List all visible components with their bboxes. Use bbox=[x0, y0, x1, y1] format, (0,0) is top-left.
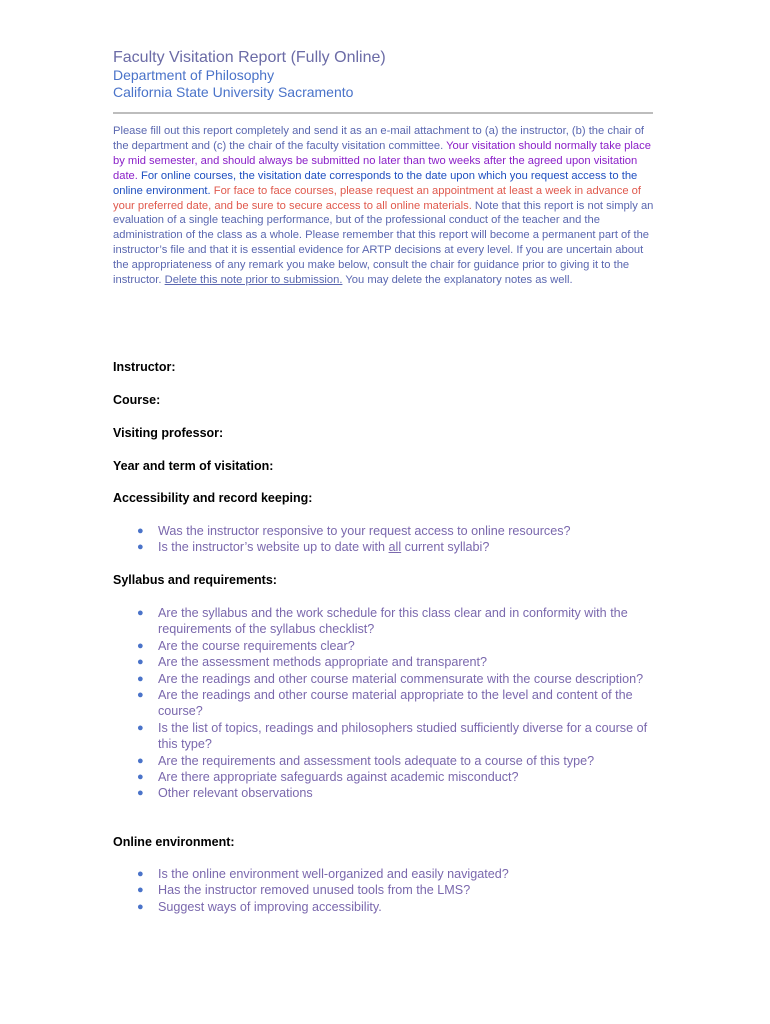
bullet-icon: ● bbox=[137, 771, 144, 784]
bullet-icon: ● bbox=[137, 721, 144, 734]
instructor-label: Instructor: bbox=[113, 360, 176, 374]
notes-online-courses: For online courses, the visitation date corresponds to the date upon which you request access to the online environment. bbox=[113, 169, 638, 197]
syllabus-questions bbox=[113, 605, 653, 802]
list-item: ● Suggest ways of improving accessibility. bbox=[137, 899, 382, 914]
department-name: Department of Philosophy bbox=[113, 67, 275, 83]
university-name: California State University Sacramento bbox=[113, 84, 354, 100]
notes-face-to-face: For face to face courses, please request an appointment at least a week in advance of your preferred date, and be sure to secure access to all online materials. bbox=[113, 184, 641, 212]
online-environment-questions bbox=[113, 866, 653, 915]
list-item: ● Are the readings and other course material appropriate to the level and content of the course? bbox=[137, 688, 633, 719]
list-item: ● Are the requirements and assessment tools adequate to a course of this type? bbox=[137, 753, 595, 768]
list-item: ● Is the instructor’s website up to date with all current syllabi? bbox=[137, 540, 490, 555]
list-item: ● Was the instructor responsive to your request access to online resources? bbox=[137, 524, 571, 538]
online-environment-heading: Online environment: bbox=[113, 835, 235, 849]
list-item: ● Are the syllabus and the work schedule for this class clear and in conformity with the requirements of the syllabus checklist? bbox=[137, 606, 628, 637]
report-page bbox=[113, 48, 658, 288]
bullet-icon: ● bbox=[137, 868, 144, 880]
explanatory-notes bbox=[113, 124, 658, 288]
list-item: ● Is the list of topics, readings and philosophers studied sufficiently diverse for a course of this type? bbox=[137, 720, 648, 752]
list-item: ● Are there appropriate safeguards against academic misconduct? bbox=[137, 770, 519, 785]
bullet-icon: ● bbox=[137, 884, 144, 897]
bullet-icon: ● bbox=[137, 656, 144, 669]
bullet-icon: ● bbox=[137, 541, 144, 554]
course-label: Course: bbox=[113, 393, 161, 407]
bullet-icon: ● bbox=[137, 525, 144, 537]
syllabus-heading: Syllabus and requirements: bbox=[113, 573, 277, 587]
list-item: ● Are the course requirements clear? bbox=[137, 638, 355, 653]
accessibility-heading: Accessibility and record keeping: bbox=[113, 491, 313, 505]
accessibility-questions bbox=[113, 523, 653, 556]
bullet-icon: ● bbox=[137, 754, 144, 767]
underlined-all: all bbox=[388, 540, 402, 555]
bullet-icon: ● bbox=[137, 689, 144, 702]
list-item: ● Are the assessment methods appropriate and transparent? bbox=[137, 655, 488, 670]
horizontal-divider bbox=[113, 112, 653, 114]
list-item: ● Other relevant observations bbox=[137, 786, 313, 801]
list-item: ● Are the readings and other course material commensurate with the course description? bbox=[137, 671, 644, 686]
year-term-label: Year and term of visitation: bbox=[113, 459, 274, 473]
notes-visitation-deadline: Your visitation should normally take place by mid semester, and should always be submitted no later than two weeks after the agreed upon visitation date. bbox=[113, 139, 651, 182]
report-title: Faculty Visitation Report (Fully Online) bbox=[113, 49, 386, 66]
visiting-professor-label: Visiting professor: bbox=[113, 426, 224, 440]
bullet-icon: ● bbox=[137, 607, 144, 619]
list-item: ● Has the instructor removed unused tools from the LMS? bbox=[137, 883, 471, 898]
bullet-icon: ● bbox=[137, 639, 144, 652]
notes-instructions: Please fill out this report completely and send it as an e-mail attachment to (a) the instructor, (b) the chair of the department and (c) the chair of the faculty visitation committee. bbox=[113, 125, 645, 152]
notes-delete-explanatory: You may delete the explanatory notes as well. bbox=[342, 274, 573, 287]
bullet-icon: ● bbox=[137, 672, 144, 685]
delete-note-link[interactable]: Delete this note prior to submission. bbox=[164, 274, 343, 287]
bullet-icon: ● bbox=[137, 787, 144, 800]
bullet-icon: ● bbox=[137, 900, 144, 913]
list-item: ● Is the online environment well-organized and easily navigated? bbox=[137, 867, 509, 881]
notes-evaluation-scope: Note that this report is not simply an evaluation of a single teaching performance, but of the professional conduct of the teacher and the administration of the class as a whole. Please remember that this report will become a permanent part of the instructor’s file and that it is essential evidence for ARTP decisions at every level. If you are uncertain about the appropriateness of any remark you make below, consult the chair for guidance prior to giving it to the instructor. bbox=[113, 199, 654, 287]
